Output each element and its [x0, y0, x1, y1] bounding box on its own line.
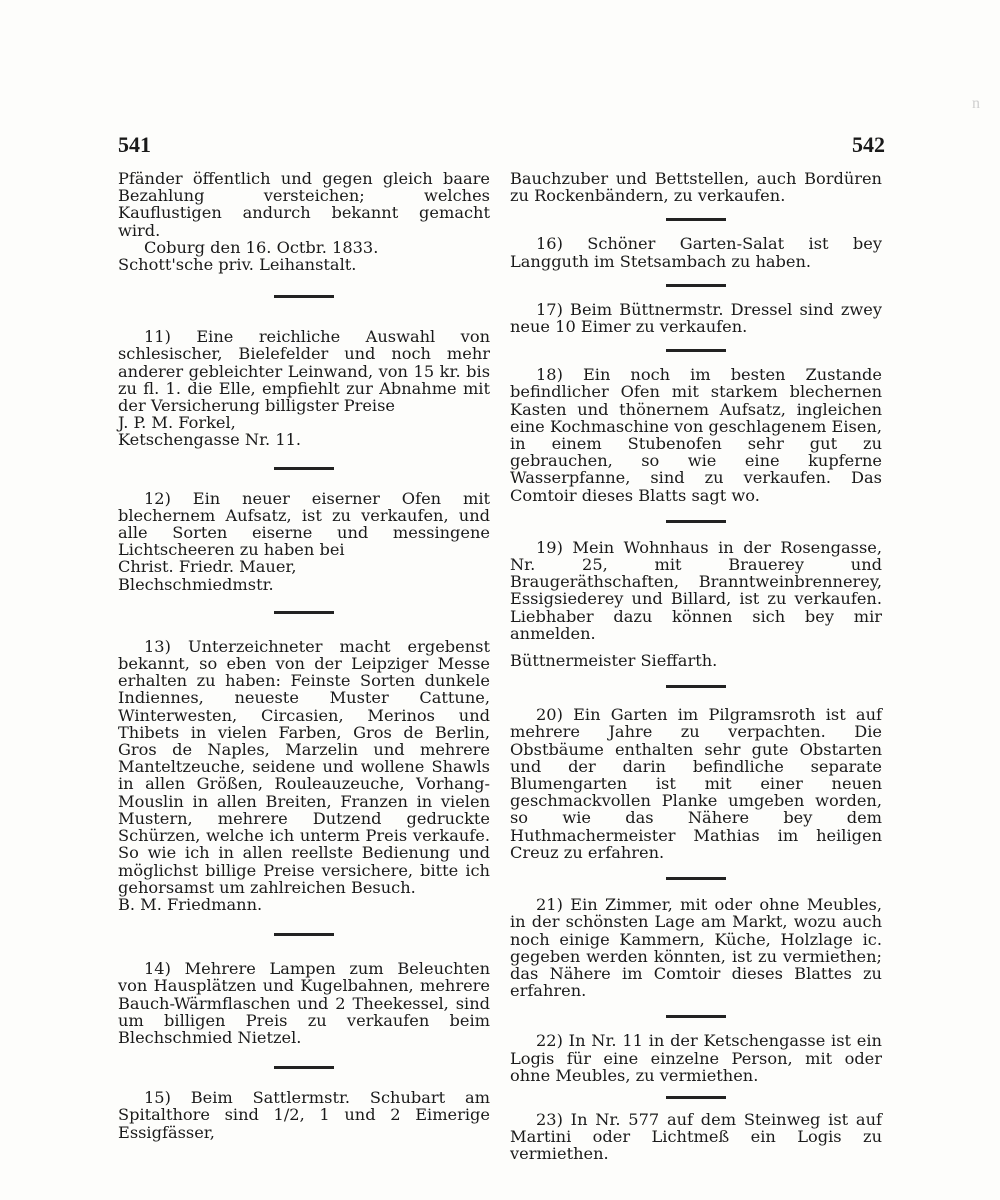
- ad-15-continued: Bauchzuber und Bettstellen, auch Bordüren zu Rockenbändern, zu verkaufen.: [510, 169, 882, 206]
- left-column: [118, 170, 490, 1141]
- right-column: [510, 170, 882, 1163]
- ad-11: 11) Eine reichliche Auswahl von schlesischer, Bielefelder und noch mehr anderer gebleichter Leinwand, von 15 kr. bis zu fl. 1. die Elle, empfiehlt zur Abnahme mit der Versicherung billigster Preise: [118, 327, 490, 416]
- ad-14: 14) Mehrere Lampen zum Beleuchten von Hausplätzen und Kugelbahnen, mehrere Bauch-Wärmflaschen und 2 Theekessel, sind um billigen Preis zu verkaufen beim Blechschmied Nietzel.: [118, 959, 490, 1047]
- ad-23: 23) In Nr. 577 auf dem Steinweg ist auf Martini oder Lichtmeß ein Logis zu vermiethen.: [510, 1109, 882, 1164]
- intro-signature: Schott'sche priv. Leihanstalt.: [118, 255, 357, 275]
- ad-11-signature-name: J. P. M. Forkel,: [118, 413, 236, 433]
- ad-13-signature: B. M. Friedmann.: [118, 894, 263, 914]
- intro-text: Pfänder öffentlich und gegen gleich baare Bezahlung versteichen; welches Kauflustigen andurch bekannt gemacht wird.: [118, 169, 490, 240]
- ad-12-signature-title: Blechschmiedmstr.: [118, 574, 274, 594]
- ad-12-signature-name: Christ. Friedr. Mauer,: [118, 557, 297, 577]
- intro-date: Coburg den 16. Octbr. 1833.: [144, 237, 379, 257]
- ad-18: 18) Ein noch im besten Zustande befindlicher Ofen mit starkem blechernen Kasten und thönernem Aufsatz, ingleichen eine Kochmaschine von geschlagenem Eisen, in einem Stubenofen sehr gut zu gebrauchen, so wie eine kupferne Wasserpfanne, sind zu verkaufen. Das Comtoir dieses Blatts sagt wo.: [510, 365, 882, 505]
- ad-17: 17) Beim Büttnermstr. Dressel sind zwey neue 10 Eimer zu verkaufen.: [510, 299, 882, 337]
- ad-21: 21) Ein Zimmer, mit oder ohne Meubles, in der schönsten Lage am Markt, wozu auch noch einige Kammern, Küche, Holzlage ic. gegeben werden könnten, ist zu vermiethen; das Nähere im Comtoir dieses Blattes zu erfahren.: [510, 895, 882, 1001]
- ad-19-signature: Büttnermeister Sieffarth.: [510, 651, 718, 671]
- ad-19: 19) Mein Wohnhaus in der Rosengasse, Nr. 25, mit Brauerey und Braugeräthschaften, Branntweinbrennerey, Essigsiederey und Billard, ist zu verkaufen. Liebhaber dazu können sich bey mir anmelden.: [510, 537, 882, 643]
- ad-22: 22) In Nr. 11 in der Ketschengasse ist ein Logis für eine einzelne Person, mit oder ohne Meubles, zu vermiethen.: [510, 1031, 882, 1085]
- ad-15: 15) Beim Sattlermstr. Schubart am Spitalthore sind 1/2, 1 und 2 Eimerige Essigfässer,: [118, 1088, 490, 1142]
- ad-20: 20) Ein Garten im Pilgramsroth ist auf mehrere Jahre zu verpachten. Die Obstbäume enthalten sehr gute Obstarten und der darin befindliche separate Blumengarten ist mit einer neuen geschmackvollen Planke umgeben worden, so wie das Nähere bey dem Huthmachermeister Mathias im heiligen Creuz zu erfahren.: [510, 705, 882, 862]
- page-number-right: 542: [852, 132, 885, 157]
- page-number-left: 541: [118, 132, 151, 157]
- ad-16: 16) Schöner Garten-Salat ist bey Langguth im Stetsambach zu haben.: [510, 234, 882, 271]
- corner-mark: n: [972, 95, 980, 112]
- ad-13: 13) Unterzeichneter macht ergebenst bekannt, so eben von der Leipziger Messe erhalten zu haben: Feinste Sorten dunkele Indiennes, neueste Muster Cattune, Winterwesten, Circasien, Merinos und Thibets in vielen Farben, Gros de Berlin, Gros de Naples, Marzelin und mehrere Manteltzeuche, seidene und wollene Shawls in allen Größen, Rouleauzeuche, Vorhang-Mouslin in allen Breiten, Franzen in vielen Mustern, mehrere Dutzend gedruckte Schürzen, welche ich unterm Preis verkaufe. So wie ich in allen reellste Bedienung und möglichst billige Preise versichere, bitte ich gehorsamst um zahlreichen Besuch.: [118, 636, 490, 897]
- ad-12: 12) Ein neuer eiserner Ofen mit blechernem Aufsatz, ist zu verkaufen, und alle Sorten eiserne und messingene Lichtscheeren zu haben bei: [118, 488, 490, 560]
- ad-11-signature-address: Ketschengasse Nr. 11.: [118, 430, 302, 450]
